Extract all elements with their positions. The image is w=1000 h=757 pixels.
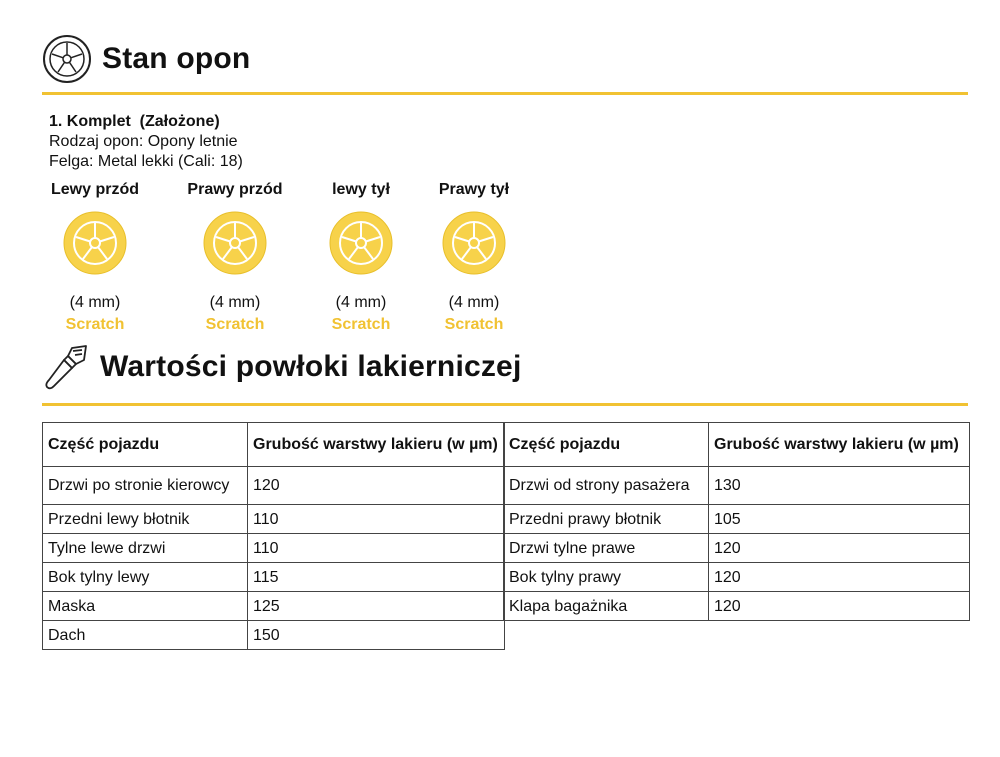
paint-table-left (42, 422, 505, 650)
thickness-value: 110 (248, 534, 505, 563)
table-row (43, 621, 505, 650)
part-name: Klapa bagażnika (504, 592, 709, 621)
wheel-position: lewy tył (332, 181, 390, 198)
thickness-value: 110 (248, 505, 505, 534)
tire-condition: Scratch (205, 316, 265, 333)
paint-section-header (42, 342, 521, 392)
column-header: Grubość warstwy lakieru (w µm) (248, 423, 505, 467)
paint-section-title: Wartości powłoki lakierniczej (100, 350, 522, 383)
table-row (43, 592, 505, 621)
part-name: Maska (43, 592, 248, 621)
tire-type: Rodzaj opon: Opony letnie (49, 133, 238, 150)
wheel-rear-right (428, 179, 520, 336)
table-row (504, 592, 970, 621)
wheel-position: Lewy przód (50, 181, 139, 198)
column-header: Część pojazdu (504, 423, 709, 467)
rim-icon (63, 211, 127, 275)
table-row (43, 467, 505, 505)
table-row (43, 563, 505, 592)
paint-table-right (503, 422, 970, 621)
wheel-position: Prawy tył (438, 181, 510, 198)
rim-icon (442, 211, 506, 275)
rim-icon (203, 211, 267, 275)
table-header-row (43, 423, 505, 467)
part-name: Bok tylny prawy (504, 563, 709, 592)
part-name: Drzwi od strony pasażera (504, 467, 709, 505)
tire-set-info (49, 112, 243, 172)
tread-depth: (4 mm) (448, 294, 500, 311)
tread-depth: (4 mm) (335, 294, 387, 311)
rim-info: Felga: Metal lekki (Cali: 18) (49, 153, 243, 170)
thickness-value: 120 (248, 467, 505, 505)
table-row (504, 563, 970, 592)
tire-condition: Scratch (331, 316, 391, 333)
tread-depth: (4 mm) (209, 294, 261, 311)
tire-set-label: 1. Komplet (Założone) (49, 113, 220, 130)
table-row (43, 505, 505, 534)
rim-icon (329, 211, 393, 275)
wheel-rear-left (316, 179, 406, 336)
thickness-value: 120 (709, 592, 970, 621)
tire-condition: Scratch (65, 316, 125, 333)
wheel-position: Prawy przód (187, 181, 283, 198)
table-row (504, 505, 970, 534)
thickness-value: 130 (709, 467, 970, 505)
paintbrush-icon (42, 342, 92, 392)
thickness-value: 120 (709, 534, 970, 563)
table-row (504, 534, 970, 563)
table-header-row (504, 423, 970, 467)
column-header: Grubość warstwy lakieru (w µm) (709, 423, 970, 467)
table-row (504, 467, 970, 505)
thickness-value: 105 (709, 505, 970, 534)
part-name: Bok tylny lewy (43, 563, 248, 592)
thickness-value: 125 (248, 592, 505, 621)
tire-section-header (42, 34, 250, 84)
wheel-front-left (45, 179, 145, 336)
thickness-value: 120 (709, 563, 970, 592)
part-name: Drzwi po stronie kierowcy (43, 467, 248, 505)
part-name: Drzwi tylne prawe (504, 534, 709, 563)
tread-depth: (4 mm) (69, 294, 121, 311)
part-name: Tylne lewe drzwi (43, 534, 248, 563)
table-row (43, 534, 505, 563)
part-name: Przedni lewy błotnik (43, 505, 248, 534)
section-divider (42, 403, 968, 406)
section-divider (42, 92, 968, 95)
part-name: Dach (43, 621, 248, 650)
wheel-front-right (180, 179, 290, 336)
tire-section-title: Stan opon (102, 42, 251, 75)
tire-condition: Scratch (444, 316, 504, 333)
part-name: Przedni prawy błotnik (504, 505, 709, 534)
wheel-icon (42, 34, 92, 84)
column-header: Część pojazdu (43, 423, 248, 467)
thickness-value: 150 (248, 621, 505, 650)
thickness-value: 115 (248, 563, 505, 592)
